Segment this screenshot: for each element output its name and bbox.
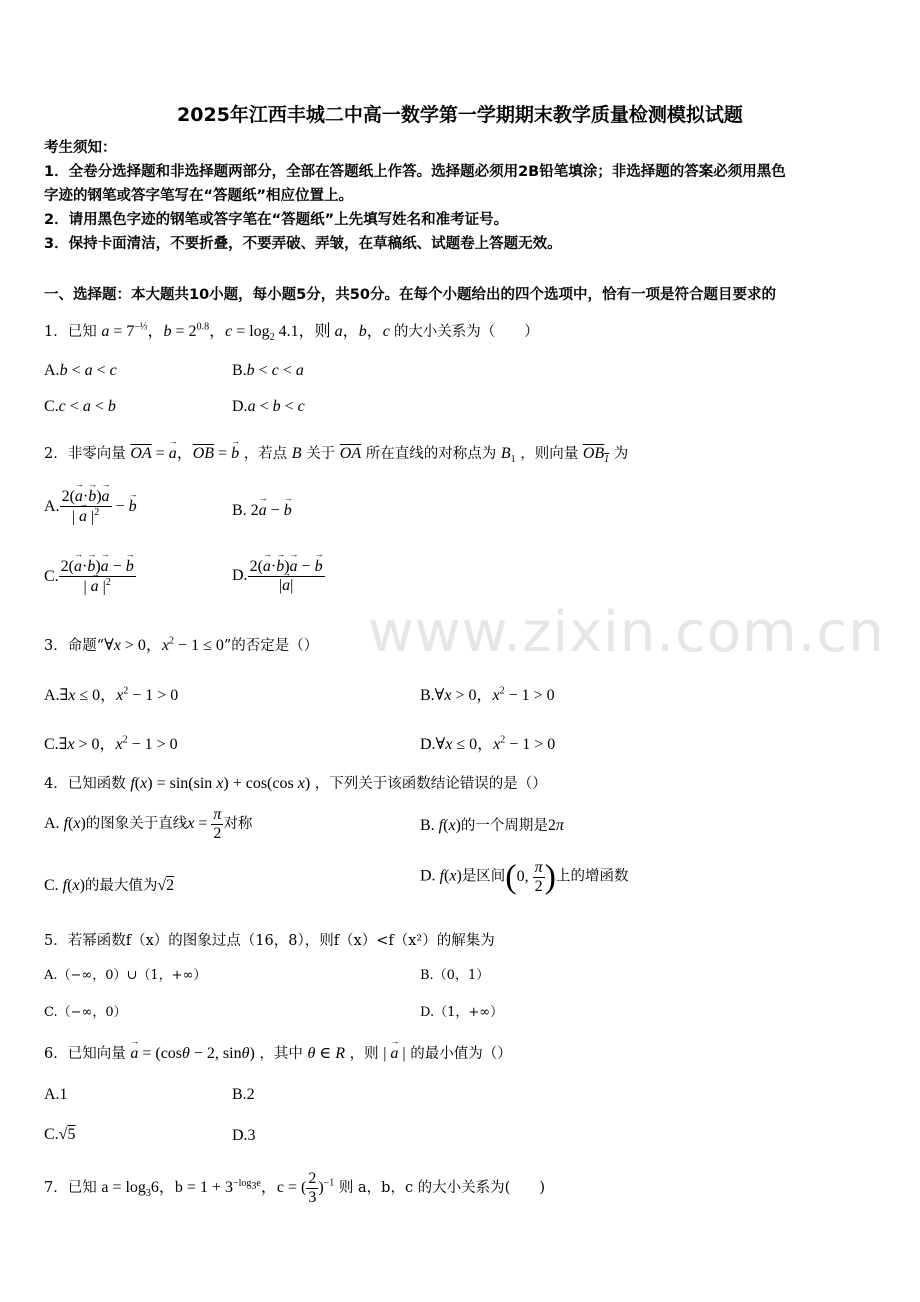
q4-option-a: A. f(x)的图象关于直线x = $\frac{\pi}{2}$ 对称 [44, 806, 253, 842]
question-7: 7．已知 $a = \log_36$，$b = 1 + 3^{-log_3e}$，c = ( $\frac{2}{3}$ )$^{-1}$ 则 a，b，c 的大小关系为( ) [44, 1170, 545, 1206]
watermark: www.zixin.com.cn [368, 600, 885, 665]
q2-option-a: A. $\frac{2(\to a\cdot\to b)\to a}{| \to a |^2}$ − → b [44, 488, 137, 526]
q6-option-c: C.√5 [44, 1126, 76, 1143]
q2-option-d: D. $\frac{2(\to a\cdot\to b)\to a - \to b}{|\to a|}$ [232, 558, 325, 595]
notice-item-2: 2．请用黑色字迹的钢笔或答字笔在“答题纸”上先填写姓名和准考证号。 [44, 212, 509, 228]
q4-option-d: D. f(x)是区间(0, $\frac{\pi}{2}$ )上的增函数 [420, 858, 629, 895]
notice-heading: 考生须知： [44, 140, 117, 156]
q5-option-c: C.（−∞，0） [44, 1005, 127, 1020]
q5-option-a: A.（−∞，0）∪（1，+∞） [44, 968, 207, 983]
q6-option-d: D.3 [232, 1127, 256, 1144]
notice-item-1a: 1．全卷分选择题和非选择题两部分，全部在答题纸上作答。选择题必须用2B铅笔填涂；非选择题的答案必须用黑色 [44, 164, 786, 180]
q5-option-d: D.（1，+∞） [420, 1005, 504, 1020]
question-2: 2．非零向量 $\overline{OA}$ = → a，$\overline{OB}$ = → b ，若点 B 关于 $\overline{OA}$ 所在直线的对称点为 $B_1$ ，则向量 $OB_1$ 为 [44, 440, 628, 465]
q4-option-b: B. f(x)的一个周期是2π [420, 817, 564, 834]
q3-option-d: D.∀x ≤ 0，$x^2 - 1 > 0$ [420, 734, 556, 753]
q4-option-c: C. f(x)的最大值为√2 [44, 877, 175, 894]
q2-option-c: C. $\frac{2(\to a\cdot\to b)\to a - \to b}{| \to a |^2}$ [44, 558, 136, 596]
notice-item-1b: 字迹的钢笔或答字笔写在“答题纸”相应位置上。 [44, 188, 354, 204]
q1-option-a: A.b < a < c [44, 362, 117, 379]
question-6: 6．已知向量 → a = (cosθ − 2, sinθ) ，其中 θ ∈ R ，则 | → a | 的最小值为（） [44, 1042, 512, 1063]
question-4: 4．已知函数 f(x) = sin(sin x) + cos(cos x) ，下列关于该函数结论错误的是（） [44, 775, 547, 792]
q3-option-a: A.∃x ≤ 0，$x^2 - 1 > 0$ [44, 685, 179, 704]
q1-option-b: B.b < c < a [232, 362, 304, 379]
question-5: 5．若幂函数f（x）的图象过点（16，8），则f（x）<f（x²）的解集为 [44, 933, 495, 949]
page-title: 2025年江西丰城二中高一数学第一学期期末教学质量检测模拟试题 [177, 104, 743, 126]
q1-formula: $a = 7^{-\frac{1}{3}}$，$b = 2^{0.8}$，$c = \log_2 4.1$，则 a，b，c [101, 321, 390, 344]
question-1: 1．已知 $a = 7^{-\frac{1}{3}}$，$b = 2^{0.8}$，$c = \log_2 4.1$，则 a，b，c 的大小关系为（ ） [44, 321, 539, 344]
section-heading: 一、选择题：本大题共10小题，每小题5分，共50分。在每个小题给出的四个选项中，恰有一项是符合题目要求的 [44, 287, 776, 303]
q1-option-d: D.a < b < c [232, 398, 305, 415]
q3-option-c: C.∃x > 0，$x^2 - 1 > 0$ [44, 734, 178, 753]
q6-option-a: A.1 [44, 1086, 68, 1103]
q6-option-b: B.2 [232, 1086, 255, 1103]
notice-item-3: 3．保持卡面清洁，不要折叠，不要弄破、弄皱，在草稿纸、试题卷上答题无效。 [44, 236, 562, 252]
q1-option-c: C.c < a < b [44, 398, 116, 415]
q5-option-b: B.（0，1） [420, 968, 490, 983]
question-3: 3．命题“∀x > 0，$x^2 - 1 \le 0$”的否定是（） [44, 635, 319, 654]
q3-option-b: B.∀x > 0，$x^2 - 1 > 0$ [420, 685, 555, 704]
q2-option-b: B. 2→ a − → b [232, 502, 292, 520]
